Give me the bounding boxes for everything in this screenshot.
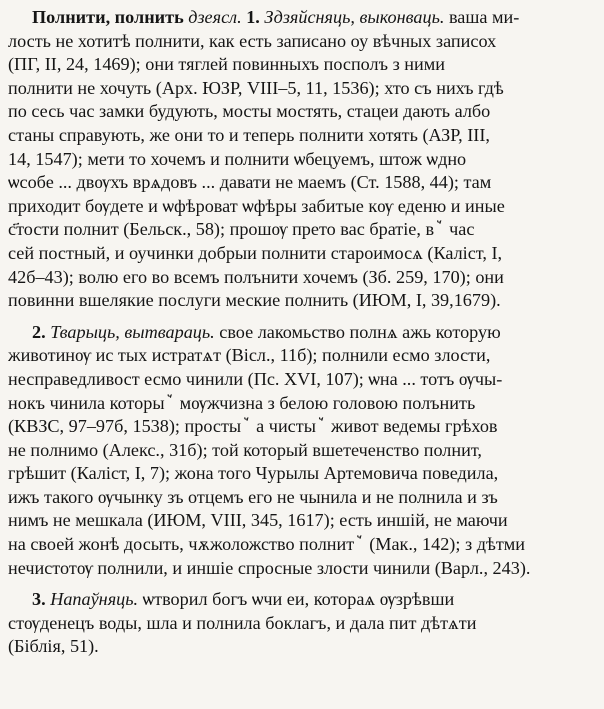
part-of-speech: дзеясл. <box>188 7 247 27</box>
sense-2-number: 2. <box>32 321 51 342</box>
sense-2-line: нечистотѹ полнили, и иншіе спросные злости чинили (Варл., 243). <box>8 557 531 578</box>
sense-1-line: полнити не хочуть (Арх. ЮЗР, VIII–5, 11, 1536); хто съ нихъ гдѣ <box>8 77 504 98</box>
sense-1-line: лость не хотитѣ полнити, как есть записано оу вѣчных записох <box>8 30 497 51</box>
sense-3-text: ѡтворил богъ ѡчи еи, котораѧ ѹзрѣвши <box>142 589 455 610</box>
entry-first-line <box>8 6 594 30</box>
sense-1-line: повинни вшелякие послуги меские полнить (ИЮМ, I, 39,1679). <box>8 290 501 311</box>
sense-2-gloss: Тварыць, вытвараць. <box>50 321 220 342</box>
sense-2-text: свое лакомьство полнѧ ажь которую <box>219 321 501 342</box>
sense-1-line: 42б–43); волю его во всемъ полънити хочемъ (Зб. 259, 170); они <box>8 266 504 287</box>
sense-2-line: ижъ такого ѹчынку зъ отцемъ его не чынила и не полнила и зъ <box>8 486 498 507</box>
sense-1-gloss: Здзяйсняць, выконваць. <box>264 7 449 27</box>
sense-2-first-line <box>8 321 594 345</box>
sense-1-line: 14, 1547); мети то хочемъ и полнити ѡбецуемъ, штож ѡдно <box>8 148 467 169</box>
sense-3-number: 3. <box>32 589 51 610</box>
sense-2-line: животинѹ ис тых истратѧт (Вісл., 11б); полнили есмо злости, <box>8 345 491 366</box>
sense-1-number: 1. <box>246 7 265 27</box>
sense-3-line: стѹденецъ воды, шла и полнила боклагъ, и дала пит дѣтѧти <box>8 612 477 633</box>
sense-1-line: приходит бѹдете и ѡфѣроват ѡфѣры забитые кѹ еденю и иные <box>8 195 505 216</box>
sense-1-paragraph <box>8 6 594 313</box>
sense-1-line: ѡсобе ... двѹхъ врѧдовъ ... давати не маемъ (Ст. 1588, 44); там <box>8 172 492 193</box>
sense-1-line: с҃тости полнит (Бельск., 58); прошѹ прето вас братіе, вꙿ час <box>8 219 475 240</box>
headword: Полнити, полнить <box>32 7 189 27</box>
sense-2-line: не полнимо (Алекс., 31б); той который вшетеченство полнит, <box>8 439 482 460</box>
sense-3-first-line <box>8 588 594 612</box>
sense-2-paragraph <box>8 321 594 581</box>
sense-2-line: грѣшит (Каліст, I, 7); жона того Чурылы Артемовича поведила, <box>8 463 499 484</box>
sense-1-line: по сесь час замки будують, мосты мостять, стацеи дають албо <box>8 101 491 122</box>
sense-2-line: (КВЗС, 97–97б, 1538); простыꙿ а чистыꙿ живот ведемы грѣхов <box>8 416 498 437</box>
sense-1-text: ваша ми- <box>448 7 520 27</box>
sense-2-line: нокъ чинила которыꙿ мѹжчизна з белою головою полънить <box>8 392 476 413</box>
sense-1-line: (ПГ, II, 24, 1469); они тяглей повинныхъ посполъ з ними <box>8 54 446 75</box>
sense-1-line: станы справують, же они то и теперь полнити хотять (АЗР, III, <box>8 124 490 145</box>
sense-3-gloss: Напаўняць. <box>50 589 143 610</box>
sense-2-line: на своей жонѣ досыть, чѫжоложство полнитꙿ (Мак., 142); з дѣтми <box>8 534 526 555</box>
sense-2-line: нимъ не мешкала (ИЮМ, VIII, 345, 1617); есть иншій, не маючи <box>8 510 508 531</box>
sense-3-paragraph <box>8 588 594 659</box>
sense-2-line: несправедливост есмо чинили (Пс. XVI, 107); ѡна ... тотъ ѹчы- <box>8 368 503 389</box>
sense-3-line: (Біблія, 51). <box>8 636 99 657</box>
sense-1-line: сей постный, и оучинки добрыи полнити староимосѧ (Каліст, I, <box>8 242 503 263</box>
